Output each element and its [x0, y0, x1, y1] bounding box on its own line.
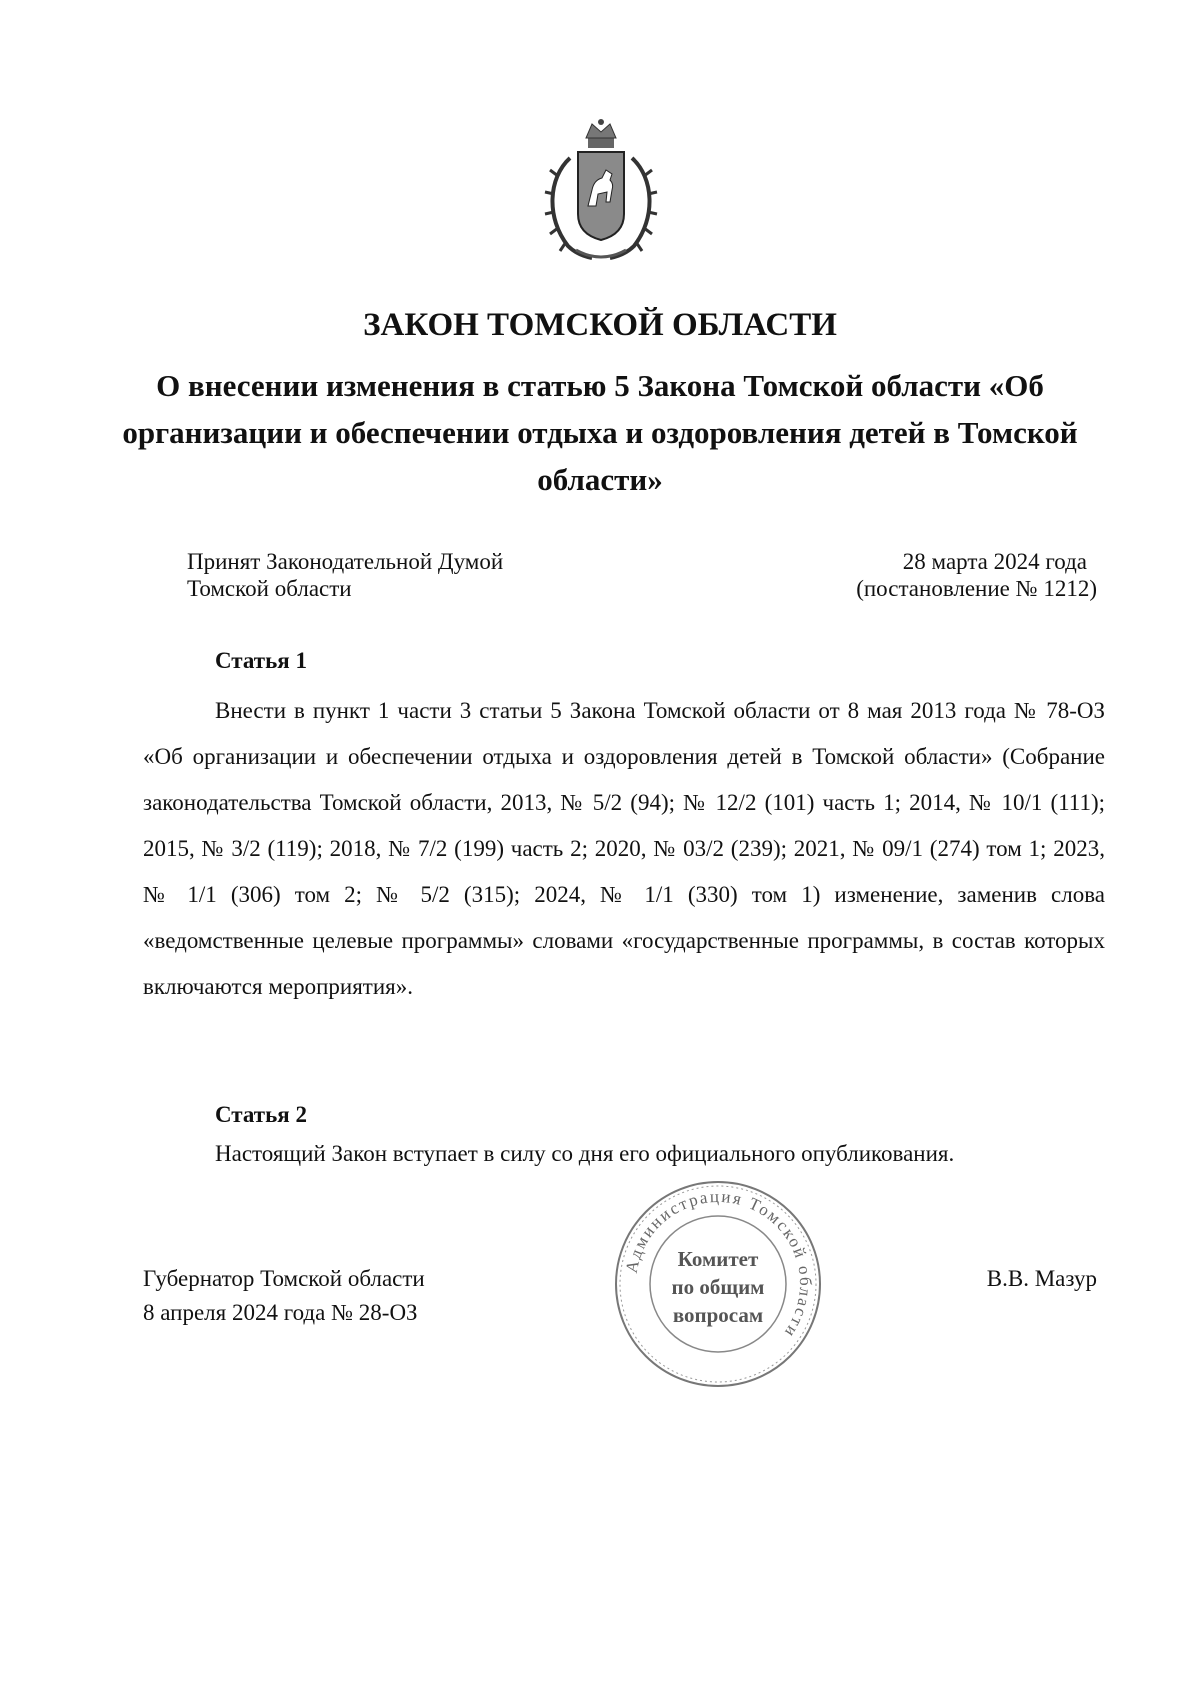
article-2-heading: Статья 2 — [215, 1102, 307, 1127]
adoption-resolution: (постановление № 1212) — [856, 576, 1097, 601]
article-2-text: Настоящий Закон вступает в силу со дня его официального опубликования. — [215, 1141, 955, 1166]
adoption-body — [187, 548, 503, 602]
adoption-date: 28 марта 2024 года — [902, 549, 1087, 574]
stamp-ring-text: Администрация Томской области — [621, 1186, 816, 1343]
stamp-line-1: Комитет — [677, 1247, 759, 1271]
article-1-text: Внести в пункт 1 части 3 статьи 5 Закона Томской области от 8 мая 2013 года № 78-ОЗ «Об организации и обеспечении отдыха и оздоровления детей в Томской области» (Собрание законодательства Томской области, 2013, № 5/2 (94); № 12/2 (101) часть 1; 2014, № 10/1 (111); 2015, № 3/2 (119); 2018, № 7/2 (199) часть 2; 2020, № 03/2 (239); 2021, № 09/1 (274) том 1; 2023, № 1/1 (306) том 2; № 5/2 (315); 2024, № 1/1 (330) том 1) изменение, заменив слова «ведомственные целевые программы» словами «государственные программы, в состав которых включаются мероприятия». — [143, 698, 1105, 999]
governor-title: Губернатор Томской области — [143, 1266, 425, 1291]
stamp-center-text — [612, 1245, 824, 1329]
coat-of-arms-icon — [540, 118, 662, 264]
adoption-body-line2: Томской области — [187, 576, 352, 601]
article-1-heading: Статья 1 — [215, 648, 307, 673]
document-subtitle: О внесении изменения в статью 5 Закона Томской области «Об организации и обеспечении отдыха и оздоровления детей в Томской области» — [122, 368, 1078, 497]
stamp-line-2: по общим — [671, 1275, 765, 1299]
governor-block — [143, 1262, 425, 1330]
official-stamp — [612, 1178, 824, 1390]
adoption-date-block — [856, 548, 1097, 602]
adoption-body-line1: Принят Законодательной Думой — [187, 549, 504, 574]
signer-name: В.В. Мазур — [986, 1266, 1097, 1291]
stamp-line-3: вопросам — [672, 1303, 764, 1327]
law-date-number: 8 апреля 2024 года № 28-ОЗ — [143, 1300, 418, 1325]
document-title: ЗАКОН ТОМСКОЙ ОБЛАСТИ — [363, 307, 837, 343]
